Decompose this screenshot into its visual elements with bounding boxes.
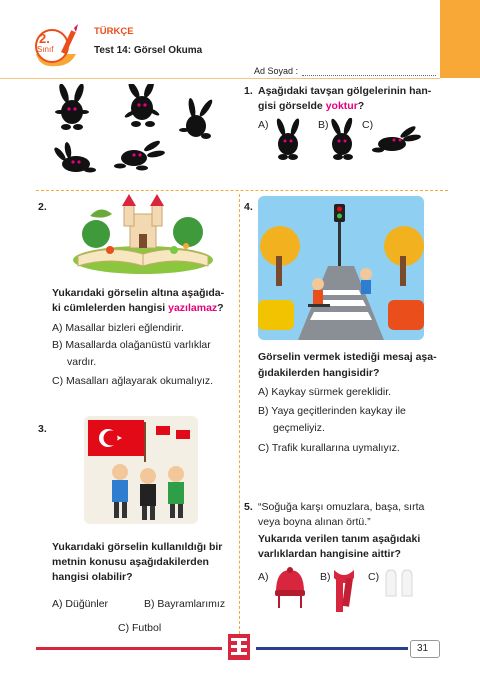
q3-number: 3.	[38, 423, 47, 435]
q5-option-c[interactable]: C)	[368, 571, 380, 583]
q4-text-line2: ğıdakilerden hangisidir?	[258, 367, 380, 379]
q1-option-a[interactable]: A)	[258, 119, 269, 131]
row1-divider	[36, 190, 448, 191]
q2-highlight: yazılamaz	[168, 302, 218, 314]
header-accent-bar	[440, 0, 480, 78]
q4-option-c-letter: C)	[258, 442, 270, 454]
q4-option-b-letter: B)	[258, 405, 269, 417]
q1-option-c[interactable]: C)	[362, 119, 374, 131]
q5-quote-line2: veya boyna alınan örtü.”	[258, 516, 371, 528]
q4-option-c-text: Trafik kurallarına uymalıyız.	[271, 442, 400, 454]
q5-scarf-image	[328, 566, 360, 616]
q2-text-line2-before: ki cümlelerden hangisi	[52, 302, 169, 314]
q2-option-b[interactable]	[52, 337, 211, 354]
q5-gloves-image	[382, 568, 418, 602]
name-label: Ad Soyad :	[254, 66, 299, 76]
q4-option-b[interactable]	[258, 403, 406, 420]
page-number: 31	[417, 643, 429, 654]
q2-text-line1: Yukarıdaki görselin altına aşağıda-	[52, 287, 225, 299]
q4-crosswalk-image	[258, 196, 424, 340]
header-divider	[0, 78, 440, 79]
q1-text-line2-before: gisi görselde	[258, 100, 326, 112]
q5-option-b[interactable]: B)	[320, 571, 331, 583]
q5-quote-line1: “Soğuğa karşı omuzlara, başa, sırta	[258, 501, 425, 513]
q2-text-line2	[52, 301, 224, 316]
q1-text-line2	[258, 99, 364, 114]
ata-logo	[228, 634, 250, 660]
q5-text-line2: varlıklardan hangisine aittir?	[258, 548, 401, 560]
q2-option-c-text: Masalları ağlayarak okumalıyız.	[66, 375, 214, 387]
q1-text-line2-after: ?	[357, 100, 365, 112]
q2-option-b-text: Masallarda olağanüstü varlıklar	[65, 339, 211, 351]
q5-option-a[interactable]: A)	[258, 571, 269, 583]
test-title: Test 14: Görsel Okuma	[94, 45, 203, 56]
q2-option-a[interactable]	[52, 320, 184, 337]
q3-children-flags-image	[84, 416, 198, 524]
q3-option-a[interactable]: A) Düğünler	[52, 598, 109, 610]
name-field[interactable]	[302, 75, 436, 76]
grade-number: 2.	[39, 31, 50, 46]
q2-option-b-letter: B)	[52, 339, 63, 351]
q4-option-b-line2: geçmeliyiz.	[273, 422, 325, 434]
q3-option-b[interactable]: B) Bayramlarımız	[144, 598, 226, 610]
q2-option-b-line2: vardır.	[67, 356, 97, 368]
q1-number: 1.	[244, 85, 253, 97]
q4-option-a-text: Kaykay sürmek gereklidir.	[271, 386, 392, 398]
q3-text-line1: Yukarıdaki görselin kullanıldığı bir	[52, 541, 223, 553]
q2-option-a-text: Masallar bizleri eğlendirir.	[65, 322, 184, 334]
q2-option-a-letter: A)	[52, 322, 63, 334]
q4-number: 4.	[244, 201, 253, 213]
q1-option-b[interactable]: B)	[318, 119, 329, 131]
q5-number: 5.	[244, 501, 253, 513]
rabbit-shadows-image	[46, 84, 236, 184]
q3-text-line3: hangisi olabilir?	[52, 571, 133, 583]
q4-text-line1: Görselin vermek istediği mesaj aşa-	[258, 351, 437, 363]
q2-number: 2.	[38, 201, 47, 213]
q4-option-a-letter: A)	[258, 386, 269, 398]
footer-line-left	[36, 647, 222, 650]
q2-option-c-letter: C)	[52, 375, 64, 387]
footer-line-right	[256, 647, 408, 650]
q1-text-line1: Aşağıdaki tavşan gölgelerinin han-	[258, 85, 432, 97]
q1-option-images	[266, 118, 426, 164]
q2-fairy-tale-book-image	[70, 194, 216, 276]
q4-option-b-text: Yaya geçitlerinden kaykay ile	[271, 405, 406, 417]
q3-text-line2: metnin konusu aşağıdakilerden	[52, 556, 209, 568]
q5-hat-image	[272, 566, 308, 612]
q1-highlight: yoktur	[325, 100, 358, 112]
q4-option-c[interactable]	[258, 440, 400, 457]
column-divider	[239, 194, 240, 634]
subject-title: TÜRKÇE	[94, 26, 134, 37]
q4-option-a[interactable]	[258, 384, 391, 401]
q5-text-line1: Yukarıda verilen tanım aşağıdaki	[258, 533, 421, 545]
q2-text-line2-after: ?	[217, 302, 224, 314]
grade-word: Sınıf	[37, 45, 54, 54]
q3-option-c[interactable]: C) Futbol	[118, 622, 162, 634]
q2-option-c[interactable]	[52, 373, 213, 390]
